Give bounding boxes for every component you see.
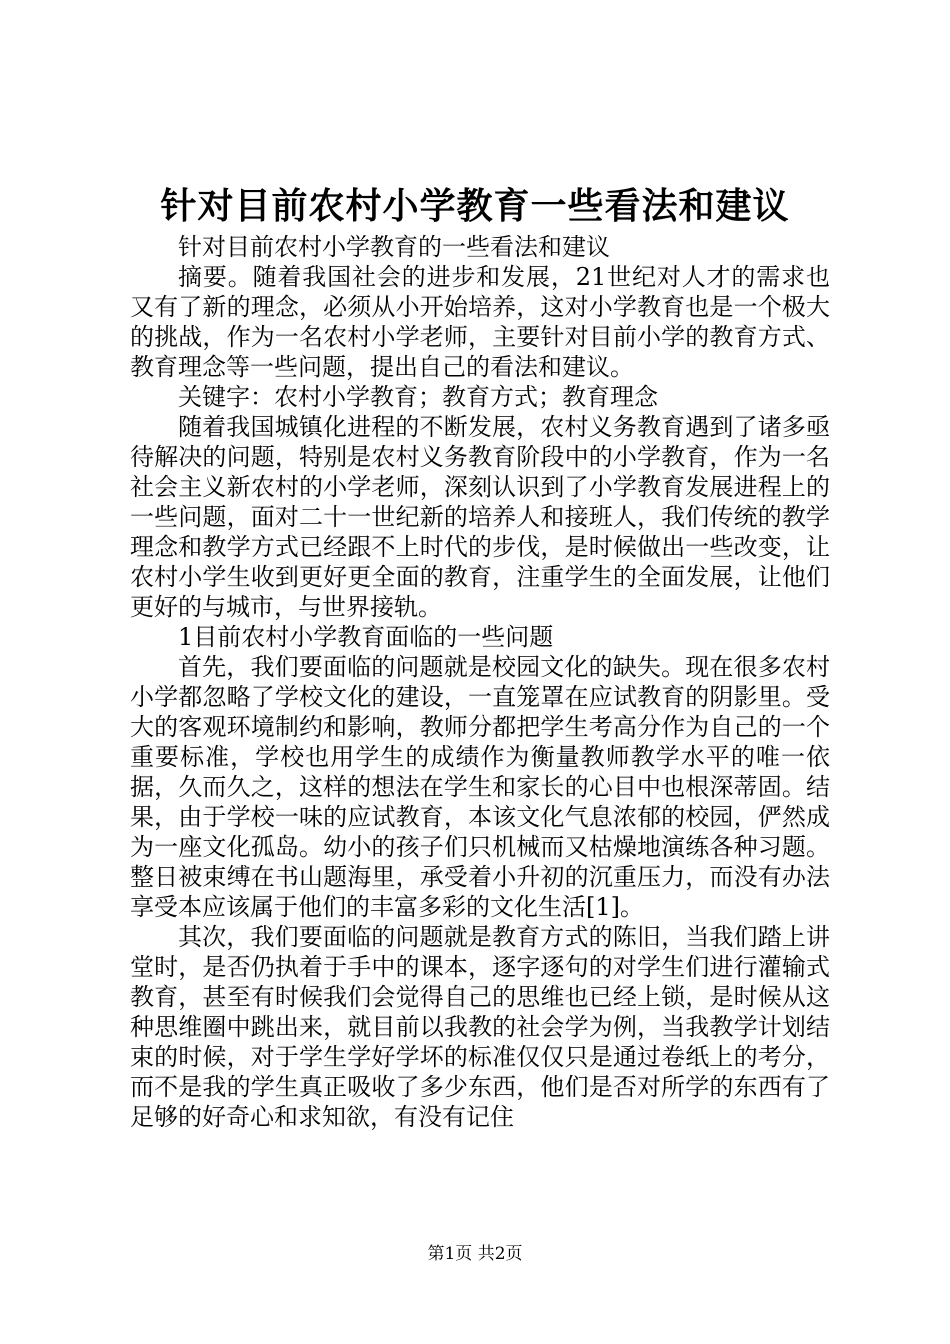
body-paragraph: 其次，我们要面临的问题就是教育方式的陈旧，当我们踏上讲堂时，是否仍执着于手中的课本，逐字逐句的对学生们进行灌输式教育，甚至有时候我们会觉得自己的思维也已经上锁，是时候从这种思维圈中跳出来，就目前以我教的社会学为例，当我教学计划结束的时候，对于学生学好学坏的标准仅仅只是通过卷纸上的考分，而不是我的学生真正吸收了多少东西，他们是否对所学的东西有了足够的好奇心和求知欲，有没有记住 xyxy=(130,923,830,1131)
section-heading: 1目前农村小学教育面临的一些问题 xyxy=(178,623,554,651)
abstract-paragraph: 摘要。随着我国社会的进步和发展，21世纪对人才的需求也又有了新的理念，必须从小开始培养，这对小学教育也是一个极大的挑战，作为一名农村小学老师，主要针对目前小学的教育方式、教育理念等一些问题，提出自己的看法和建议。 xyxy=(130,263,830,381)
document-title: 针对目前农村小学教育一些看法和建议 xyxy=(160,185,790,227)
page-footer: 第1页 共2页 xyxy=(427,1244,523,1264)
keywords-paragraph: 关键字：农村小学教育；教育方式；教育理念 xyxy=(178,383,658,411)
subtitle-paragraph: 针对目前农村小学教育的一些看法和建议 xyxy=(178,233,610,261)
body-paragraph: 首先，我们要面临的问题就是校园文化的缺失。现在很多农村小学都忽略了学校文化的建设，一直笼罩在应试教育的阴影里。受大的客观环境制约和影响，教师分都把学生考高分作为自己的一个重要标准，学校也用学生的成绩作为衡量教师教学水平的唯一依据，久而久之，这样的想法在学生和家长的心目中也根深蒂固。结果，由于学校一味的应试教育，本该文化气息浓郁的校园，俨然成为一座文化孤岛。幼小的孩子们只机械而又枯燥地演练各种习题。整日被束缚在书山题海里，承受着小升初的沉重压力，而没有办法享受本应该属于他们的丰富多彩的文化生活[1]。 xyxy=(130,653,830,921)
intro-paragraph: 随着我国城镇化进程的不断发展，农村义务教育遇到了诸多亟待解决的问题，特别是农村义务教育阶段中的小学教育，作为一名社会主义新农村的小学老师，深刻认识到了小学教育发展进程上的一些问题，面对二十一世纪新的培养人和接班人，我们传统的教学理念和教学方式已经跟不上时代的步伐，是时候做出一些改变，让农村小学生收到更好更全面的教育，注重学生的全面发展，让他们更好的与城市，与世界接轨。 xyxy=(130,413,830,621)
document-body xyxy=(130,232,830,1132)
